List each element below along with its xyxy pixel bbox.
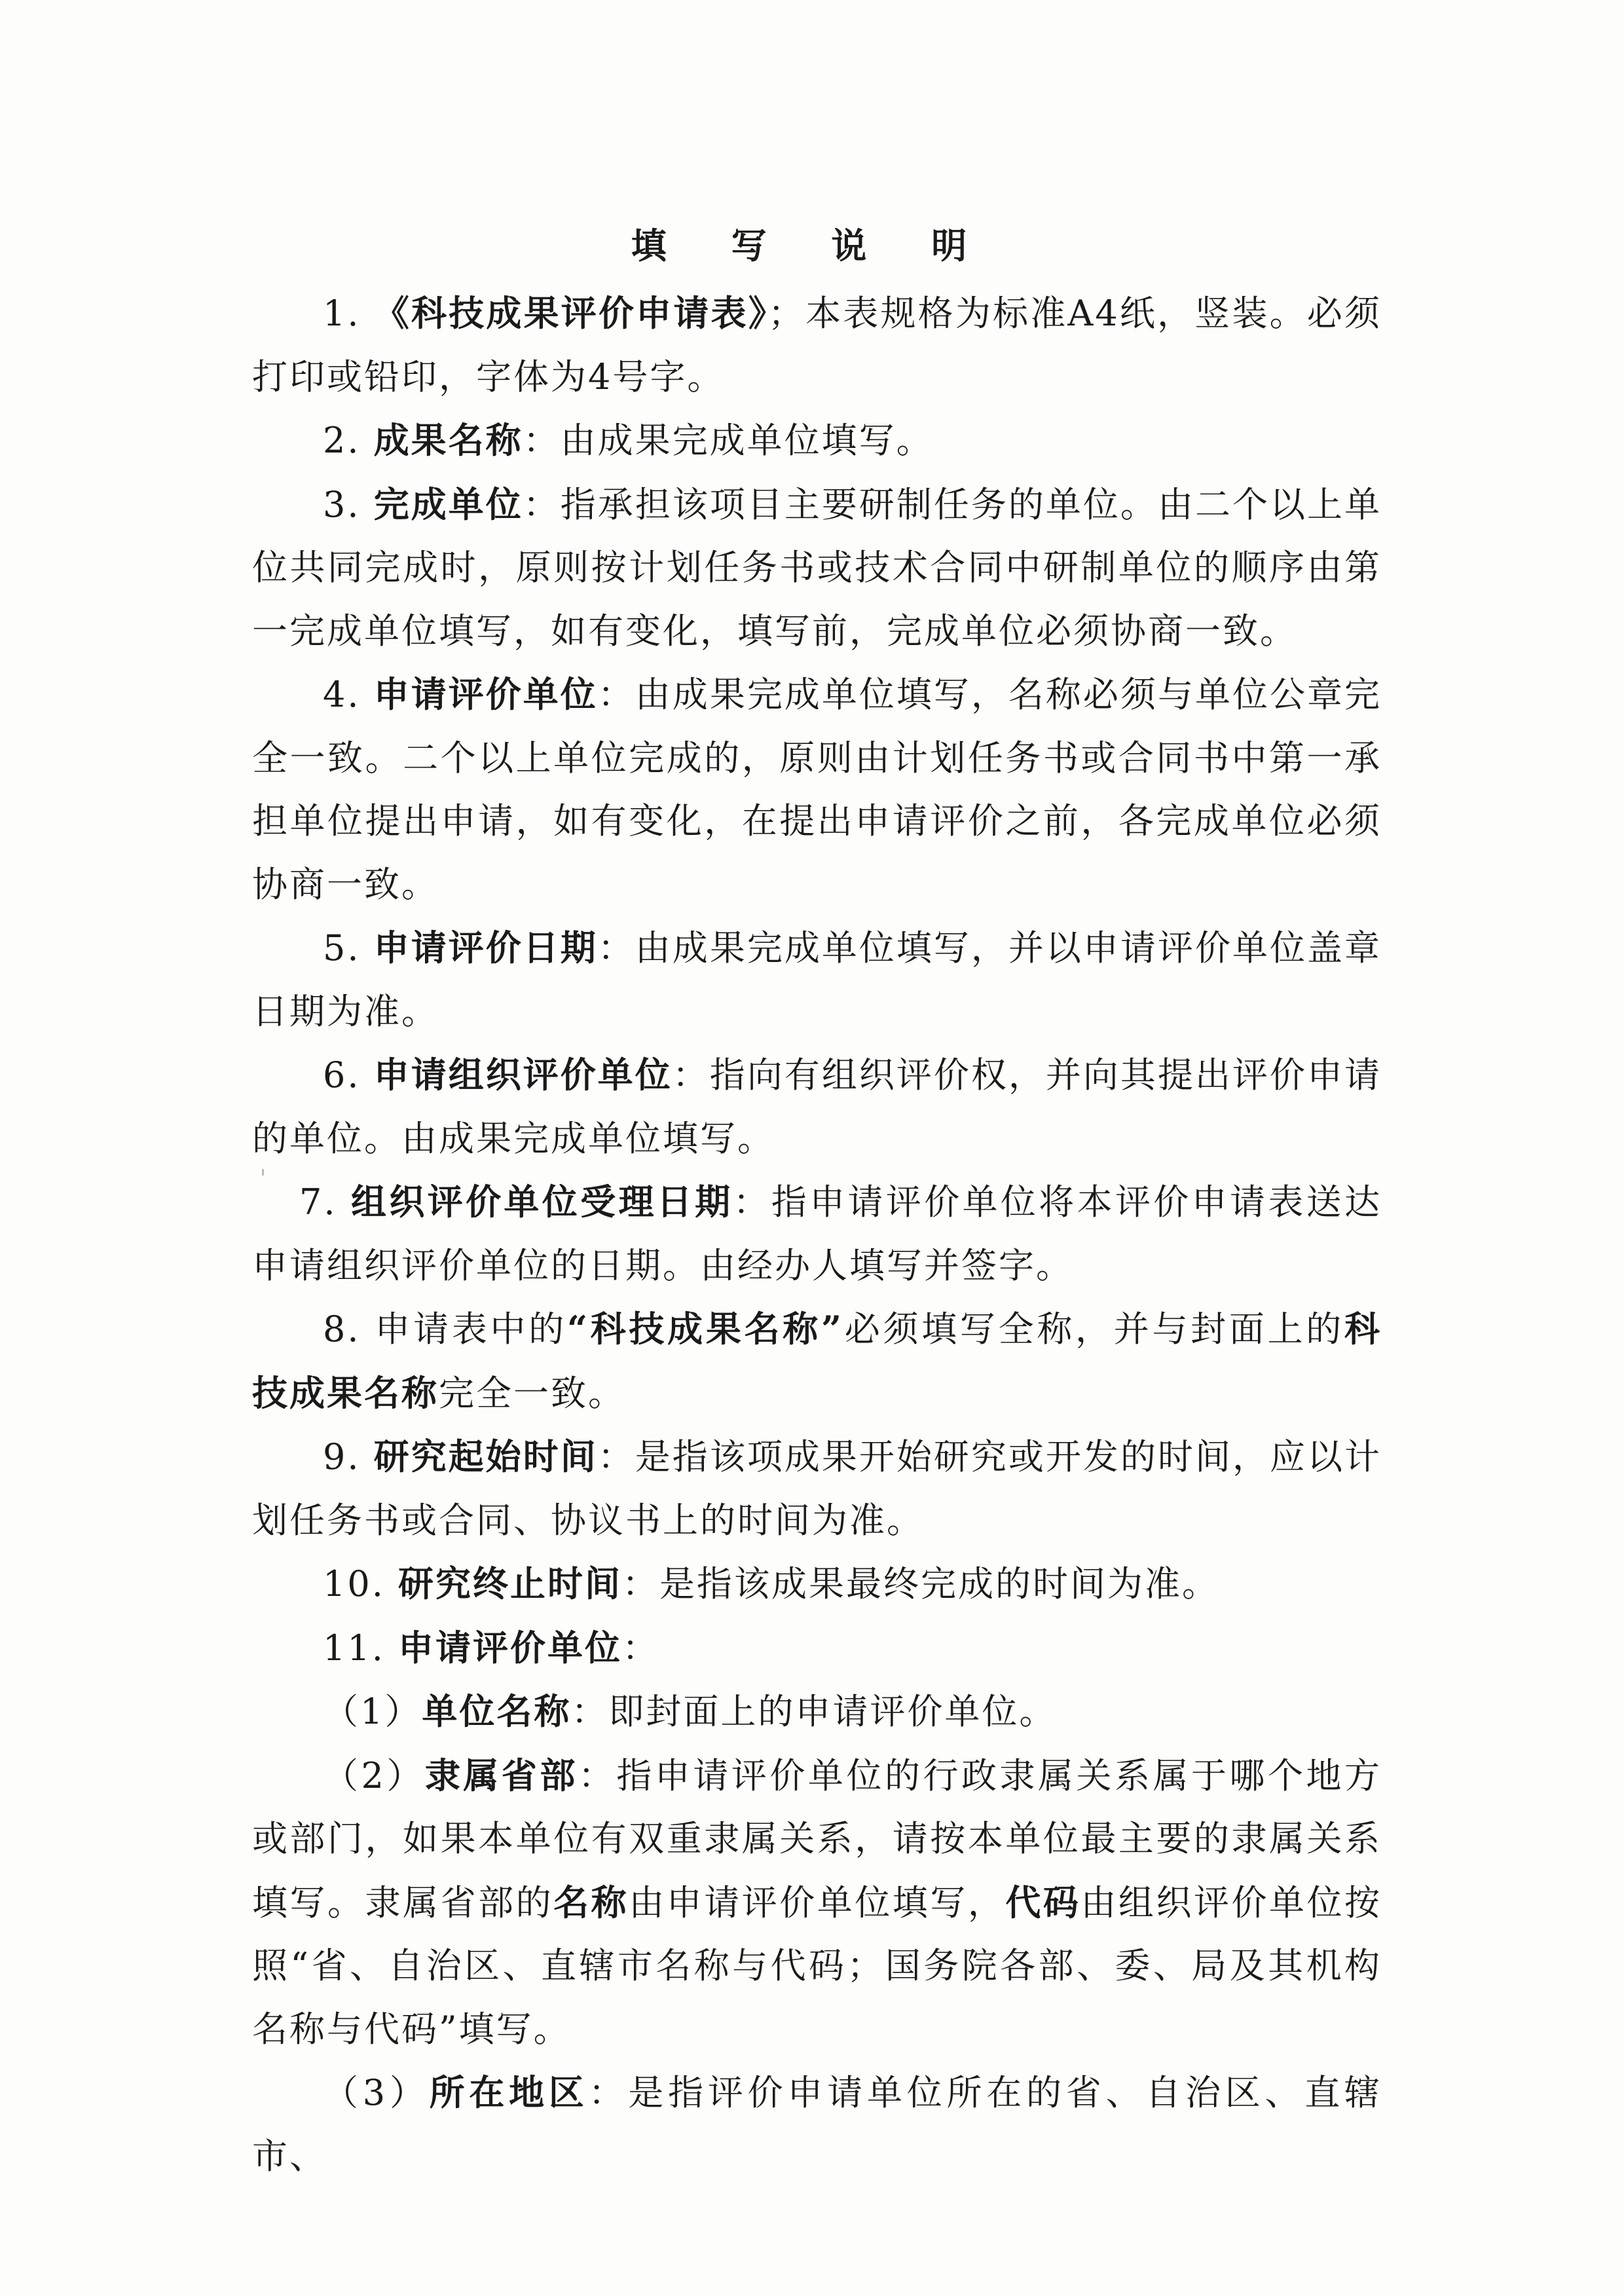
item-text: ：是指该成果最终完成的时间为准。 [622,1563,1220,1604]
item-term: 申请评价单位 [373,673,598,715]
item-text: ：指承担该项目主要研制任务的单位。由二个以上单位共同完成时，原则按计划任务书或技术合同中研制单位的顺序由第一完成单位填写，如有变化，填写前，完成单位必须协商一致。 [252,483,1382,652]
item-term: 《科技成果评价申请表》 [373,292,768,334]
sub-item-1 [252,1680,1382,1744]
item-term: 研究终止时间 [398,1563,623,1604]
item-number: 5. [323,927,374,969]
item-number: 6. [323,1054,374,1096]
item-text: ：由成果完成单位填写，名称必须与单位公章完全一致。二个以上单位完成的，原则由计划任务书或合同书中第一承担单位提出申请，如有变化，在提出申请评价之前，各完成单位必须协商一致。 [252,674,1382,905]
item-text: ： [622,1627,660,1669]
item-term: 隶属省部 [424,1754,578,1796]
item-number: 2. [323,420,374,461]
item-text: 8. 申请表中的 [323,1308,567,1350]
item-term: 组织评价单位受理日期 [351,1181,733,1223]
item-text: 由组织评价单位按照“省、自治区、直辖市名称与代码；国务院各部、委、局及其机构名称与代码”填写。 [252,1881,1382,2050]
item-text: ：由成果完成单位填写。 [523,420,934,461]
item-number: 3. [323,483,374,525]
instruction-item-10 [252,1552,1382,1616]
instruction-item-11 [252,1616,1382,1680]
item-term: 代码 [1005,1881,1081,1923]
item-text: 完全一致。 [439,1372,625,1414]
instruction-item-1 [252,282,1382,409]
item-text: ：是指该项成果开始研究或开发的时间，应以计划任务书或合同、协议书上的时间为准。 [252,1436,1382,1541]
instruction-item-5 [252,916,1382,1043]
item-number: 11. [323,1627,399,1669]
sub-item-2 [252,1744,1382,2062]
item-text: ：指申请评价单位将本评价申请表送达申请组织评价单位的日期。由经办人填写并签字。 [252,1181,1382,1286]
item-term: 申请评价单位 [398,1626,623,1669]
item-term: 科技成果名称 [252,1308,1382,1414]
sub-item-3 [252,2061,1382,2188]
item-text: 由申请评价单位填写， [629,1881,1006,1923]
item-number: 1. [323,293,374,334]
scan-mark [262,1169,264,1176]
item-number: 10. [323,1563,399,1604]
item-term: “科技成果名称” [566,1308,844,1350]
item-text: ：指向有组织评价权，并向其提出评价申请的单位。由成果完成单位填写。 [252,1054,1382,1159]
instruction-item-8 [252,1297,1382,1425]
item-text: ：即封面上的申请评价单位。 [571,1691,1057,1732]
instruction-item-3 [252,473,1382,663]
instruction-item-9 [252,1425,1382,1552]
instruction-item-4 [252,663,1382,916]
item-term: 研究起始时间 [373,1435,598,1477]
item-text: ：指申请评价单位的行政隶属关系属于哪个地方或部门，如果本单位有双重隶属关系，请按本单位最主要的隶属关系填写。隶属省部的 [252,1754,1382,1923]
item-number: 9. [323,1436,374,1477]
sub-item-number: （3） [323,2072,430,2113]
instructions-body [252,282,1382,2188]
item-text: ；本表规格为标准A4纸，竖装。必须打印或铅印，字体为4号字。 [252,293,1382,398]
item-number: 4. [323,674,374,715]
item-term: 申请评价日期 [373,927,598,969]
instruction-item-6 [252,1043,1382,1170]
instruction-item-7 [252,1170,1382,1297]
item-text: 必须填写全称，并与封面上的 [843,1308,1345,1350]
item-term: 完成单位 [373,483,523,525]
sub-item-number: （1） [323,1691,422,1732]
page-title: 填 写 说 明 [631,225,993,267]
item-text: ：由成果完成单位填写，并以申请评价单位盖章日期为准。 [252,927,1382,1032]
item-term: 申请组织评价单位 [373,1054,673,1096]
sub-item-number: （2） [323,1754,425,1796]
item-text: ：是指评价申请单位所在的省、自治区、直辖市、 [252,2072,1382,2177]
item-number: 7. [299,1181,352,1223]
instruction-item-2 [252,409,1382,473]
item-term: 成果名称 [373,419,523,461]
item-term: 单位名称 [422,1690,572,1732]
item-term: 所在地区 [429,2071,589,2113]
item-term: 名称 [553,1881,629,1923]
